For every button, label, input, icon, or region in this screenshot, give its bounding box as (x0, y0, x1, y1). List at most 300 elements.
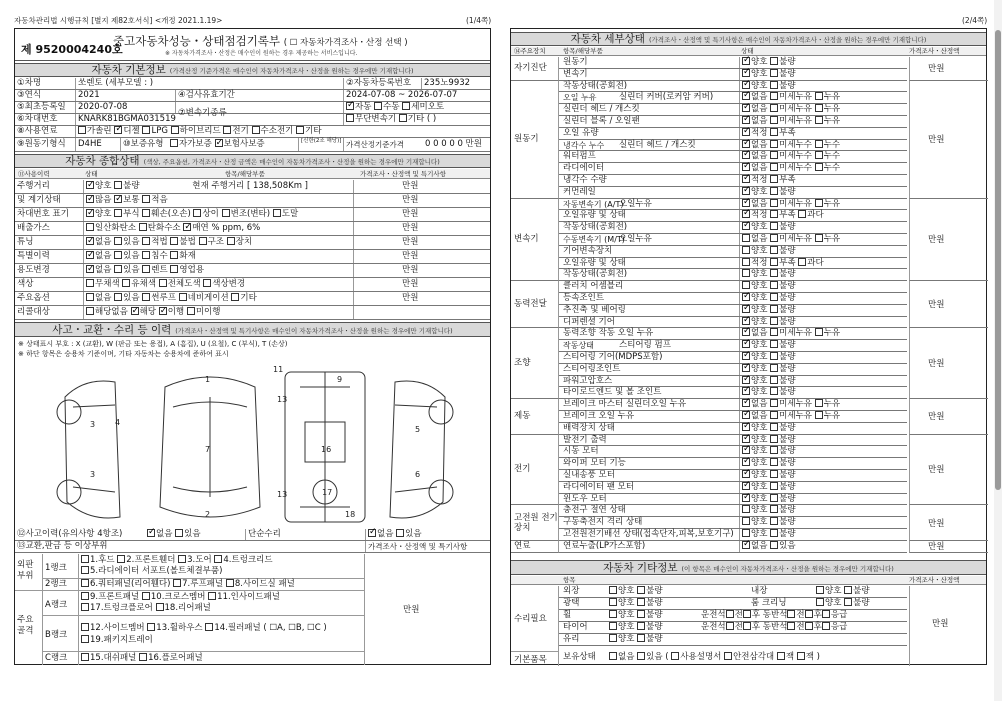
detail-state-checkbox[interactable] (742, 57, 750, 65)
detail-part-text: 동력조향 작동 오일 누유 (563, 328, 654, 339)
interior-good-label: 양호 (825, 586, 842, 596)
fuel-hybrid-checkbox[interactable] (171, 126, 179, 134)
overall-option-checkbox[interactable] (131, 307, 139, 315)
hood-checkbox[interactable] (81, 555, 89, 563)
overall-option-label: 부식 (123, 209, 140, 219)
triangle-checkbox[interactable] (724, 652, 732, 660)
detail-state-checkbox[interactable] (742, 423, 750, 431)
overall-option-checkbox[interactable] (179, 293, 187, 301)
detail-part-text: 디퍼렌셜 기어 (563, 316, 615, 327)
detail-subgroup (561, 199, 624, 210)
overall-option-checkbox[interactable] (86, 279, 94, 287)
overall-option-checkbox[interactable] (86, 307, 94, 315)
detail-state-checkbox[interactable] (815, 234, 823, 242)
detail-state-checkbox[interactable] (770, 163, 778, 171)
trans-auto-label: 자동 (355, 102, 372, 112)
detail-state-checkbox[interactable] (815, 199, 823, 207)
overall-note: (색상, 주요옵션, 가격조사・산정 금액은 매수인이 자동차가격조사・산정을 원하는 경우에만 기재합니다) (143, 158, 440, 166)
detail-state-checkbox[interactable] (742, 258, 750, 266)
overall-option-checkbox[interactable] (159, 307, 167, 315)
overall-option-checkbox[interactable] (273, 209, 281, 217)
detail-group-name: 제동 (514, 411, 531, 422)
quarter-panel-checkbox[interactable] (81, 579, 89, 587)
trans-cvt-checkbox[interactable] (346, 114, 354, 122)
wheel-emergency-checkbox[interactable] (822, 610, 830, 618)
detail-state-checkbox[interactable] (770, 140, 778, 148)
detail-row (559, 364, 907, 376)
detail-part-text: 연료누출(LP가스포함) (563, 540, 646, 551)
simple-exist-checkbox[interactable] (396, 529, 404, 537)
inside-panel-checkbox[interactable] (208, 592, 216, 600)
detail-state-checkbox[interactable] (770, 423, 778, 431)
interior-bad-checkbox[interactable] (844, 586, 852, 594)
detail-state-checkbox[interactable] (742, 305, 750, 313)
trunk-floor-checkbox[interactable] (81, 603, 89, 611)
detail-state-checkbox[interactable] (742, 458, 750, 466)
detail-state (739, 458, 909, 469)
detail-state-checkbox[interactable] (742, 517, 750, 525)
detail-row (559, 482, 907, 494)
detail-part (561, 116, 741, 127)
diagram-num-9: 9 (337, 375, 343, 384)
detail-state-checkbox[interactable] (742, 199, 750, 207)
fuel-hydrogen-checkbox[interactable] (252, 126, 260, 134)
detail-row (559, 81, 907, 93)
gloss-bad-checkbox[interactable] (637, 598, 645, 606)
fuel-other-checkbox[interactable] (296, 126, 304, 134)
floor-panel-checkbox[interactable] (139, 653, 147, 661)
glass-good-checkbox[interactable] (609, 634, 617, 642)
tire-bad-checkbox[interactable] (637, 622, 645, 630)
detail-row (559, 305, 907, 317)
glass-bad-label: 불량 (646, 634, 663, 644)
overall-option-checkbox[interactable] (187, 307, 195, 315)
side-member-checkbox[interactable] (81, 623, 89, 631)
detail-state-checkbox[interactable] (742, 175, 750, 183)
detail-state-checkbox[interactable] (770, 187, 778, 195)
detail-state-label: 과다 (807, 257, 824, 268)
detail-state-checkbox[interactable] (770, 92, 778, 100)
detail-state-checkbox[interactable] (742, 505, 750, 513)
detail-state-label: 부족 (779, 210, 796, 221)
owned-none-checkbox[interactable] (609, 652, 617, 660)
jack-checkbox[interactable] (777, 652, 785, 660)
detail-state-label: 불량 (779, 481, 796, 492)
fuel-electric-checkbox[interactable] (223, 126, 231, 134)
detail-state-checkbox[interactable] (815, 411, 823, 419)
detail-state-checkbox[interactable] (770, 281, 778, 289)
overall-option-checkbox[interactable] (193, 209, 201, 217)
overall-option-checkbox[interactable] (86, 237, 94, 245)
detail-state-checkbox[interactable] (742, 187, 750, 195)
detail-state-checkbox[interactable] (770, 69, 778, 77)
detail-state-checkbox[interactable] (742, 364, 750, 372)
detail-state-checkbox[interactable] (815, 163, 823, 171)
detail-state-checkbox[interactable] (742, 151, 750, 159)
trans-manual-label: 수동 (383, 102, 400, 112)
detail-state-label: 불량 (779, 422, 796, 433)
detail-state-checkbox[interactable] (770, 494, 778, 502)
front-panel-label: 9.프론트패널 (90, 592, 140, 602)
detail-state-checkbox[interactable] (742, 317, 750, 325)
warranty-label: ⑩보증유형 (120, 138, 168, 151)
detail-state-checkbox[interactable] (798, 258, 806, 266)
detail-state-checkbox[interactable] (742, 222, 750, 230)
interior-good-checkbox[interactable] (816, 586, 824, 594)
trans-semi-label: 세미오토 (411, 102, 445, 112)
overall-option-checkbox[interactable] (199, 237, 207, 245)
overall-option-checkbox[interactable] (86, 293, 94, 301)
detail-state-checkbox[interactable] (770, 364, 778, 372)
detail-state-checkbox[interactable] (770, 57, 778, 65)
detail-state-label: 양호 (751, 57, 768, 67)
side-sill-checkbox[interactable] (226, 579, 234, 587)
owned-exist-checkbox[interactable] (637, 652, 645, 660)
detail-state-checkbox[interactable] (742, 376, 750, 384)
wheel-pass-front-checkbox[interactable] (787, 610, 795, 618)
roof-panel-checkbox[interactable] (173, 579, 181, 587)
detail-state-checkbox[interactable] (742, 269, 750, 277)
tire-pass-rear-checkbox[interactable] (805, 622, 813, 630)
detail-state-checkbox[interactable] (770, 269, 778, 277)
trans-manual-checkbox[interactable] (374, 102, 382, 110)
detail-state-checkbox[interactable] (815, 116, 823, 124)
detail-state (739, 529, 909, 540)
detail-row (559, 411, 907, 423)
detail-part (561, 399, 741, 410)
overall-option-checkbox[interactable] (114, 209, 122, 217)
tire-pass-front-checkbox[interactable] (787, 622, 795, 630)
detail-state-checkbox[interactable] (770, 435, 778, 443)
detail-part (561, 246, 741, 257)
detail-state-checkbox[interactable] (815, 328, 823, 336)
pillar-panel-checkbox[interactable] (205, 623, 213, 631)
detail-row (559, 423, 907, 435)
inspection-period-value: 2024-07-08 ~ 2026-07-07 (343, 90, 491, 101)
detail-state-checkbox[interactable] (815, 104, 823, 112)
gloss-good-checkbox[interactable] (609, 598, 617, 606)
detail-state-label: 불량 (779, 68, 796, 79)
overall-option-label: 침수 (151, 251, 168, 261)
simple-none-checkbox[interactable] (368, 529, 376, 537)
overall-option-checkbox[interactable] (114, 181, 122, 189)
detail-state (739, 399, 909, 410)
overall-row-label-text: 용도변경 (17, 265, 50, 275)
accident-note: (가격조사・산정액 및 특기사항은 매수인이 자동차가격조사・산정을 원하는 경우에만 기재합니다) (175, 327, 453, 335)
overall-option-checkbox[interactable] (114, 195, 122, 203)
exchange-price-col: 가격조사・산정액 및 특기사항 (365, 541, 491, 552)
accident-title: 사고・교환・수리 등 이력 (52, 324, 172, 336)
overall-option-checkbox[interactable] (122, 279, 130, 287)
glass-bad-checkbox[interactable] (637, 634, 645, 642)
accident-exist-checkbox[interactable] (175, 529, 183, 537)
overall-option-checkbox[interactable] (86, 209, 94, 217)
detail-state-checkbox[interactable] (770, 116, 778, 124)
detail-state-checkbox[interactable] (770, 246, 778, 254)
overall-option-checkbox[interactable] (114, 237, 122, 245)
detail-state-checkbox[interactable] (770, 470, 778, 478)
detail-state-checkbox[interactable] (770, 222, 778, 230)
detail-group-name: 변속기 (514, 234, 539, 245)
detail-state-checkbox[interactable] (770, 293, 778, 301)
scrollbar-thumb[interactable] (995, 30, 1001, 490)
overall-option-checkbox[interactable] (183, 223, 191, 231)
detail-group (511, 57, 559, 81)
wheel-pass-rear-checkbox[interactable] (805, 610, 813, 618)
detail-part-text: 변속기 (563, 68, 588, 79)
diagram-num-6: 6 (415, 470, 421, 479)
detail-state-checkbox[interactable] (742, 81, 750, 89)
tire-driver-front-checkbox[interactable] (726, 622, 734, 630)
fuel-gasoline-checkbox[interactable] (78, 126, 86, 134)
overall-option-label: 유채색 (131, 279, 156, 289)
detail-state-checkbox[interactable] (815, 151, 823, 159)
overall-option-checkbox[interactable] (114, 251, 122, 259)
detail-state-checkbox[interactable] (815, 399, 823, 407)
exterior-good-checkbox[interactable] (609, 586, 617, 594)
overall-row-price (353, 180, 491, 193)
roof-panel-label: 7.루프패널 (182, 579, 224, 589)
overall-option-checkbox[interactable] (114, 293, 122, 301)
detail-state-checkbox[interactable] (770, 541, 778, 549)
detail-title: 자동차 세부상태 (570, 33, 645, 45)
front-panel-checkbox[interactable] (81, 592, 89, 600)
overall-option-checkbox[interactable] (170, 237, 178, 245)
detail-state-label: 미세누유 (779, 104, 812, 115)
detail-state (739, 104, 909, 115)
detail-state-checkbox[interactable] (770, 151, 778, 159)
overall-row-price-text: 만원 (402, 279, 419, 289)
price-option-checkbox[interactable]: ( ☐ 자동차가격조사・산정 선택 ) (283, 38, 408, 48)
accident-history-row (15, 529, 490, 541)
fuel-diesel-checkbox[interactable] (114, 126, 122, 134)
detail-state-checkbox[interactable] (770, 482, 778, 490)
wheel-driver-front-checkbox[interactable] (726, 610, 734, 618)
overall-option-label: 네비게이션 (187, 293, 229, 303)
detail-state-checkbox[interactable] (742, 246, 750, 254)
detail-state-checkbox[interactable] (770, 81, 778, 89)
overall-option-checkbox[interactable] (86, 181, 94, 189)
fuel-lpg-checkbox[interactable] (142, 126, 150, 134)
detail-state-checkbox[interactable] (742, 210, 750, 218)
first-reg-value: 2020-07-08 (75, 102, 175, 113)
overall-option-checkbox[interactable] (142, 195, 150, 203)
detail-state-checkbox[interactable] (742, 399, 750, 407)
detail-state-checkbox[interactable] (798, 210, 806, 218)
overall-option-checkbox[interactable] (159, 279, 167, 287)
detail-state-checkbox[interactable] (742, 352, 750, 360)
cross-member-checkbox[interactable] (142, 592, 150, 600)
package-tray-checkbox[interactable] (81, 635, 89, 643)
door-checkbox[interactable] (178, 555, 186, 563)
overall-option-checkbox[interactable] (170, 265, 178, 273)
detail-state-checkbox[interactable] (770, 258, 778, 266)
tire-emergency-checkbox[interactable] (822, 622, 830, 630)
wheel-good-checkbox[interactable] (609, 610, 617, 618)
detail-part (561, 446, 741, 457)
detail-state-checkbox[interactable] (742, 140, 750, 148)
overall-option-checkbox[interactable] (142, 293, 150, 301)
emission-ppm-label: ppm, (222, 223, 245, 233)
detail-state-checkbox[interactable] (770, 399, 778, 407)
detail-state-checkbox[interactable] (742, 128, 750, 136)
owned-none-label: 없음 (618, 652, 635, 662)
room-good-checkbox[interactable] (816, 598, 824, 606)
detail-subgroup-text: 자동변속기 (A/T) (563, 199, 624, 209)
trans-other-checkbox[interactable] (399, 114, 407, 122)
diagram-num-1: 1 (205, 375, 211, 384)
overall-option-checkbox[interactable] (142, 265, 150, 273)
detail-part (561, 435, 741, 446)
warranty-self-checkbox[interactable] (170, 139, 178, 147)
detail-state-checkbox[interactable] (742, 234, 750, 242)
overall-option-checkbox[interactable] (86, 251, 94, 259)
tire-good-checkbox[interactable] (609, 622, 617, 630)
overall-option-checkbox[interactable] (142, 237, 150, 245)
detail-row (559, 494, 907, 506)
overall-option-checkbox[interactable] (203, 279, 211, 287)
detail-state-checkbox[interactable] (770, 104, 778, 112)
basic-info-note: (가격산정 기준가격은 매수인이 자동차가격조사・산정을 원하는 경우에만 기재합니다) (169, 67, 414, 75)
trans-auto-checkbox[interactable] (346, 102, 354, 110)
overall-row-label-text: 주행거리 (17, 181, 50, 191)
tire-driver-rear-checkbox[interactable] (743, 622, 751, 630)
scrollbar-track[interactable] (994, 0, 1002, 701)
dash-panel-checkbox[interactable] (81, 653, 89, 661)
simple-repair-options (365, 529, 491, 540)
exterior-bad-checkbox[interactable] (637, 586, 645, 594)
detail-state-checkbox[interactable] (742, 163, 750, 171)
overall-option-label: 렌트 (151, 265, 168, 275)
detail-state-checkbox[interactable] (770, 517, 778, 525)
detail-row (559, 317, 907, 329)
front-fender-checkbox[interactable] (117, 555, 125, 563)
overall-option-checkbox[interactable] (86, 265, 94, 273)
glass-label: 유리 (563, 634, 580, 644)
detail-row (559, 151, 907, 163)
wheel-driver-rear-checkbox[interactable] (743, 610, 751, 618)
detail-state-checkbox[interactable] (742, 116, 750, 124)
detail-state-checkbox[interactable] (742, 340, 750, 348)
detail-state-checkbox[interactable] (742, 529, 750, 537)
rear-panel-checkbox[interactable] (156, 603, 164, 611)
diagram-num-4: 4 (115, 418, 121, 427)
overall-row-options (83, 250, 353, 263)
detail-state-checkbox[interactable] (815, 92, 823, 100)
basic-row-4 (15, 114, 490, 126)
overall-option-checkbox[interactable] (142, 209, 150, 217)
detail-state-checkbox[interactable] (742, 482, 750, 490)
fuel-diesel-label: 디젤 (123, 126, 140, 136)
detail-row (559, 517, 907, 529)
trans-semi-checkbox[interactable] (402, 102, 410, 110)
detail-state-checkbox[interactable] (770, 446, 778, 454)
diagram-num-3: 3 (90, 420, 96, 429)
detail-state-checkbox[interactable] (770, 199, 778, 207)
detail-state-checkbox[interactable] (742, 69, 750, 77)
overall-row-options (83, 194, 353, 207)
detail-state-checkbox[interactable] (742, 541, 750, 549)
overall-option-checkbox[interactable] (86, 195, 94, 203)
room-bad-checkbox[interactable] (844, 598, 852, 606)
detail-state-checkbox[interactable] (742, 104, 750, 112)
detail-state (739, 269, 909, 280)
overall-row-label (15, 250, 83, 263)
wheel-house-checkbox[interactable] (147, 623, 155, 631)
detail-state-checkbox[interactable] (742, 293, 750, 301)
quarter-panel-label: 6.쿼터패널(리어휀다) (90, 579, 171, 589)
detail-state-checkbox[interactable] (770, 305, 778, 313)
detail-state-checkbox[interactable] (815, 140, 823, 148)
detail-state-checkbox[interactable] (742, 435, 750, 443)
detail-state-checkbox[interactable] (770, 411, 778, 419)
detail-state-checkbox[interactable] (770, 458, 778, 466)
detail-state (739, 222, 909, 233)
detail-state-checkbox[interactable] (742, 470, 750, 478)
overall-option-checkbox[interactable] (227, 237, 235, 245)
detail-part-text: 작동상태(공회전) (563, 269, 628, 280)
radiator-support-checkbox[interactable] (81, 566, 89, 574)
detail-state-checkbox[interactable] (770, 376, 778, 384)
detail-state-checkbox[interactable] (770, 529, 778, 537)
overall-row (15, 194, 490, 208)
detail-part (561, 293, 741, 304)
overall-row-label-text: 및 계기상태 (17, 195, 61, 205)
detail-state-label: 미세누유 (779, 234, 812, 244)
trunk-lid-checkbox[interactable] (214, 555, 222, 563)
detail-state-checkbox[interactable] (770, 340, 778, 348)
overall-option-checkbox[interactable] (231, 293, 239, 301)
detail-state-checkbox[interactable] (770, 328, 778, 336)
detail-state-checkbox[interactable] (770, 505, 778, 513)
detail-part (561, 69, 741, 80)
detail-state (739, 517, 909, 528)
warranty-insurance-checkbox[interactable] (215, 139, 223, 147)
detail-state (739, 151, 909, 162)
transmission-options-1 (343, 102, 491, 113)
detail-state-checkbox[interactable] (770, 317, 778, 325)
overall-option-checkbox[interactable] (86, 223, 94, 231)
detail-state-checkbox[interactable] (742, 411, 750, 419)
detail-state-checkbox[interactable] (770, 234, 778, 242)
detail-state-checkbox[interactable] (742, 281, 750, 289)
detail-state-checkbox[interactable] (770, 175, 778, 183)
overall-option-checkbox[interactable] (114, 265, 122, 273)
overall-option-label: 영업용 (179, 265, 205, 275)
spanner-checkbox[interactable] (797, 652, 805, 660)
manual-checkbox[interactable] (671, 652, 679, 660)
detail-state-checkbox[interactable] (770, 210, 778, 218)
first-reg-label: ⑤최초등록일 (17, 102, 66, 112)
detail-state-checkbox[interactable] (742, 446, 750, 454)
detail-state-checkbox[interactable] (742, 328, 750, 336)
wheel-bad-checkbox[interactable] (637, 610, 645, 618)
detail-state-checkbox[interactable] (770, 128, 778, 136)
detail-state-checkbox[interactable] (742, 387, 750, 395)
detail-state-checkbox[interactable] (770, 387, 778, 395)
overall-option-label: 상이 (202, 209, 219, 219)
overall-option-checkbox[interactable] (170, 251, 178, 259)
detail-row (559, 222, 907, 234)
overall-option-checkbox[interactable] (139, 223, 147, 231)
overall-option-checkbox[interactable] (222, 209, 230, 217)
overall-option-checkbox[interactable] (142, 251, 150, 259)
detail-group-price-text: 만원 (928, 465, 945, 476)
accident-none-checkbox[interactable] (147, 529, 155, 537)
detail-state-checkbox[interactable] (742, 92, 750, 100)
detail-state-checkbox[interactable] (770, 352, 778, 360)
detail-state-checkbox[interactable] (742, 494, 750, 502)
